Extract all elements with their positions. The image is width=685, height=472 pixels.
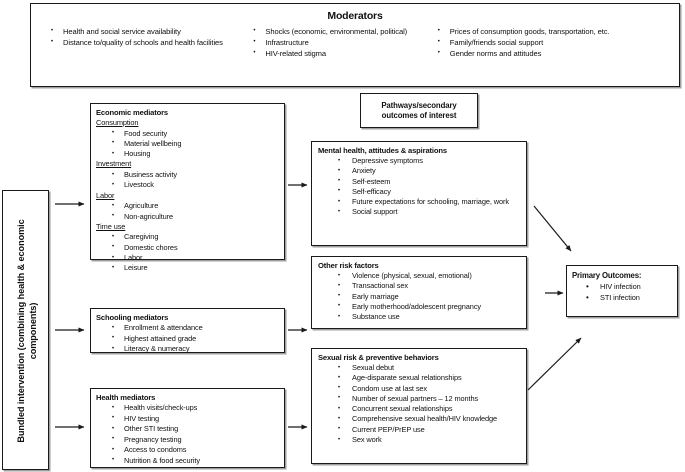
sexual-risk-list <box>318 363 526 445</box>
list-item: • Early motherhood/adolescent pregnancy <box>318 302 526 312</box>
schooling-mediators-title: Schooling mediators <box>96 313 169 322</box>
list-item: • Self-efficacy <box>318 187 526 197</box>
list-item: • Nutrition & food security <box>96 456 284 467</box>
other-risk-factors-list <box>318 271 526 322</box>
economic-consumption-heading: Consumption <box>96 118 139 127</box>
moderators-columns <box>31 26 679 60</box>
list-item: • Sexual debut <box>318 363 526 373</box>
list-item: • Self-esteem <box>318 177 526 187</box>
mental-health-list <box>318 156 526 218</box>
moderators-panel <box>30 3 680 87</box>
list-item: • Business activity <box>96 170 284 180</box>
economic-labor-heading: Labor <box>96 190 115 200</box>
primary-outcomes-title: Primary Outcomes: <box>572 271 642 280</box>
health-mediators-box <box>90 388 285 468</box>
bundled-intervention-label: Bundled intervention (combining health & economic components) <box>15 219 38 443</box>
list-item: • Substance use <box>318 312 526 322</box>
list-item: • STI infection <box>572 292 677 303</box>
sexual-risk-title: Sexual risk & preventive behaviors <box>318 353 439 362</box>
list-item: • Distance to/quality of schools and health facilities <box>43 37 245 48</box>
schooling-mediators-box <box>90 308 285 353</box>
list-item: • Prices of consumption goods, transportation, etc. <box>430 26 679 37</box>
economic-mediators-box <box>90 103 285 273</box>
list-item: • Material wellbeing <box>96 139 284 149</box>
list-item: • Future expectations for schooling, marriage, work <box>318 197 526 207</box>
other-risk-factors-box <box>311 256 527 329</box>
moderators-column-2 <box>245 26 429 60</box>
list-item: • Pregnancy testing <box>96 435 284 446</box>
list-item: • HIV-related stigma <box>245 48 429 59</box>
list-item: • Infrastructure <box>245 37 429 48</box>
arrow-sexual-to-primary <box>528 338 581 390</box>
list-item: • Non-agriculture <box>96 212 284 222</box>
pathways-header-box <box>360 93 478 128</box>
economic-consumption-list <box>96 129 284 160</box>
list-item: • Other STI testing <box>96 424 284 435</box>
moderators-column-3 <box>430 26 679 60</box>
economic-investment-list <box>96 170 284 191</box>
list-item: • Transactional sex <box>318 281 526 291</box>
primary-outcomes-box <box>566 265 678 317</box>
list-item: • Condom use at last sex <box>318 384 526 394</box>
pathways-header-line2: outcomes of interest <box>381 110 457 120</box>
list-item: • Caregiving <box>96 232 284 242</box>
mental-health-title: Mental health, attitudes & aspirations <box>318 146 447 155</box>
list-item: • Labor <box>96 253 284 263</box>
list-item: • Housing <box>96 149 284 159</box>
list-item: • Health and social service availability <box>43 26 245 37</box>
list-item: • Concurrent sexual relationships <box>318 404 526 414</box>
moderators-list-1 <box>43 26 245 48</box>
list-item: • Enrollment & attendance <box>96 323 284 334</box>
schooling-mediators-list <box>96 323 284 355</box>
list-item: • Access to condoms <box>96 445 284 456</box>
list-item: • Leisure <box>96 263 284 273</box>
list-item: • Agriculture <box>96 201 284 211</box>
list-item: • Domestic chores <box>96 243 284 253</box>
list-item: • Shocks (economic, environmental, political) <box>245 26 429 37</box>
primary-outcomes-list <box>572 281 677 303</box>
list-item: • Food security <box>96 129 284 139</box>
mental-health-box <box>311 141 527 246</box>
economic-labor-list <box>96 201 284 222</box>
moderators-column-1 <box>31 26 245 60</box>
list-item: • Anxiety <box>318 166 526 176</box>
moderators-list-2 <box>245 26 429 60</box>
economic-timeuse-list <box>96 232 284 273</box>
list-item: • Comprehensive sexual health/HIV knowledge <box>318 414 526 424</box>
other-risk-factors-title: Other risk factors <box>318 261 379 270</box>
list-item: • Age-disparate sexual relationships <box>318 373 526 383</box>
list-item: • HIV testing <box>96 414 284 425</box>
list-item: • Early marriage <box>318 292 526 302</box>
sexual-risk-box <box>311 348 527 464</box>
list-item: • Sex work <box>318 435 526 445</box>
economic-investment-heading: Investment <box>96 159 132 169</box>
health-mediators-title: Health mediators <box>96 393 156 402</box>
arrow-mental-to-primary <box>534 206 571 251</box>
list-item: • Livestock <box>96 180 284 190</box>
moderators-list-3 <box>430 26 679 60</box>
pathways-header-line1: Pathways/secondary <box>381 100 457 110</box>
list-item: • Violence (physical, sexual, emotional) <box>318 271 526 281</box>
list-item: • Literacy & numeracy <box>96 344 284 355</box>
list-item: • Highest attained grade <box>96 334 284 345</box>
list-item: • Number of sexual partners – 12 months <box>318 394 526 404</box>
list-item: • HIV infection <box>572 281 677 292</box>
economic-mediators-title: Economic mediators <box>96 108 168 117</box>
list-item: • Depressive symptoms <box>318 156 526 166</box>
moderators-title: Moderators <box>327 10 383 22</box>
health-mediators-list <box>96 403 284 467</box>
list-item: • Health visits/check-ups <box>96 403 284 414</box>
economic-timeuse-heading: Time use <box>96 221 126 231</box>
pathways-header-text <box>381 101 456 121</box>
list-item: • Social support <box>318 207 526 217</box>
list-item: • Family/friends social support <box>430 37 679 48</box>
bundled-intervention-box <box>2 190 49 470</box>
list-item: • Gender norms and attitudes <box>430 48 679 59</box>
list-item: • Current PEP/PrEP use <box>318 425 526 435</box>
